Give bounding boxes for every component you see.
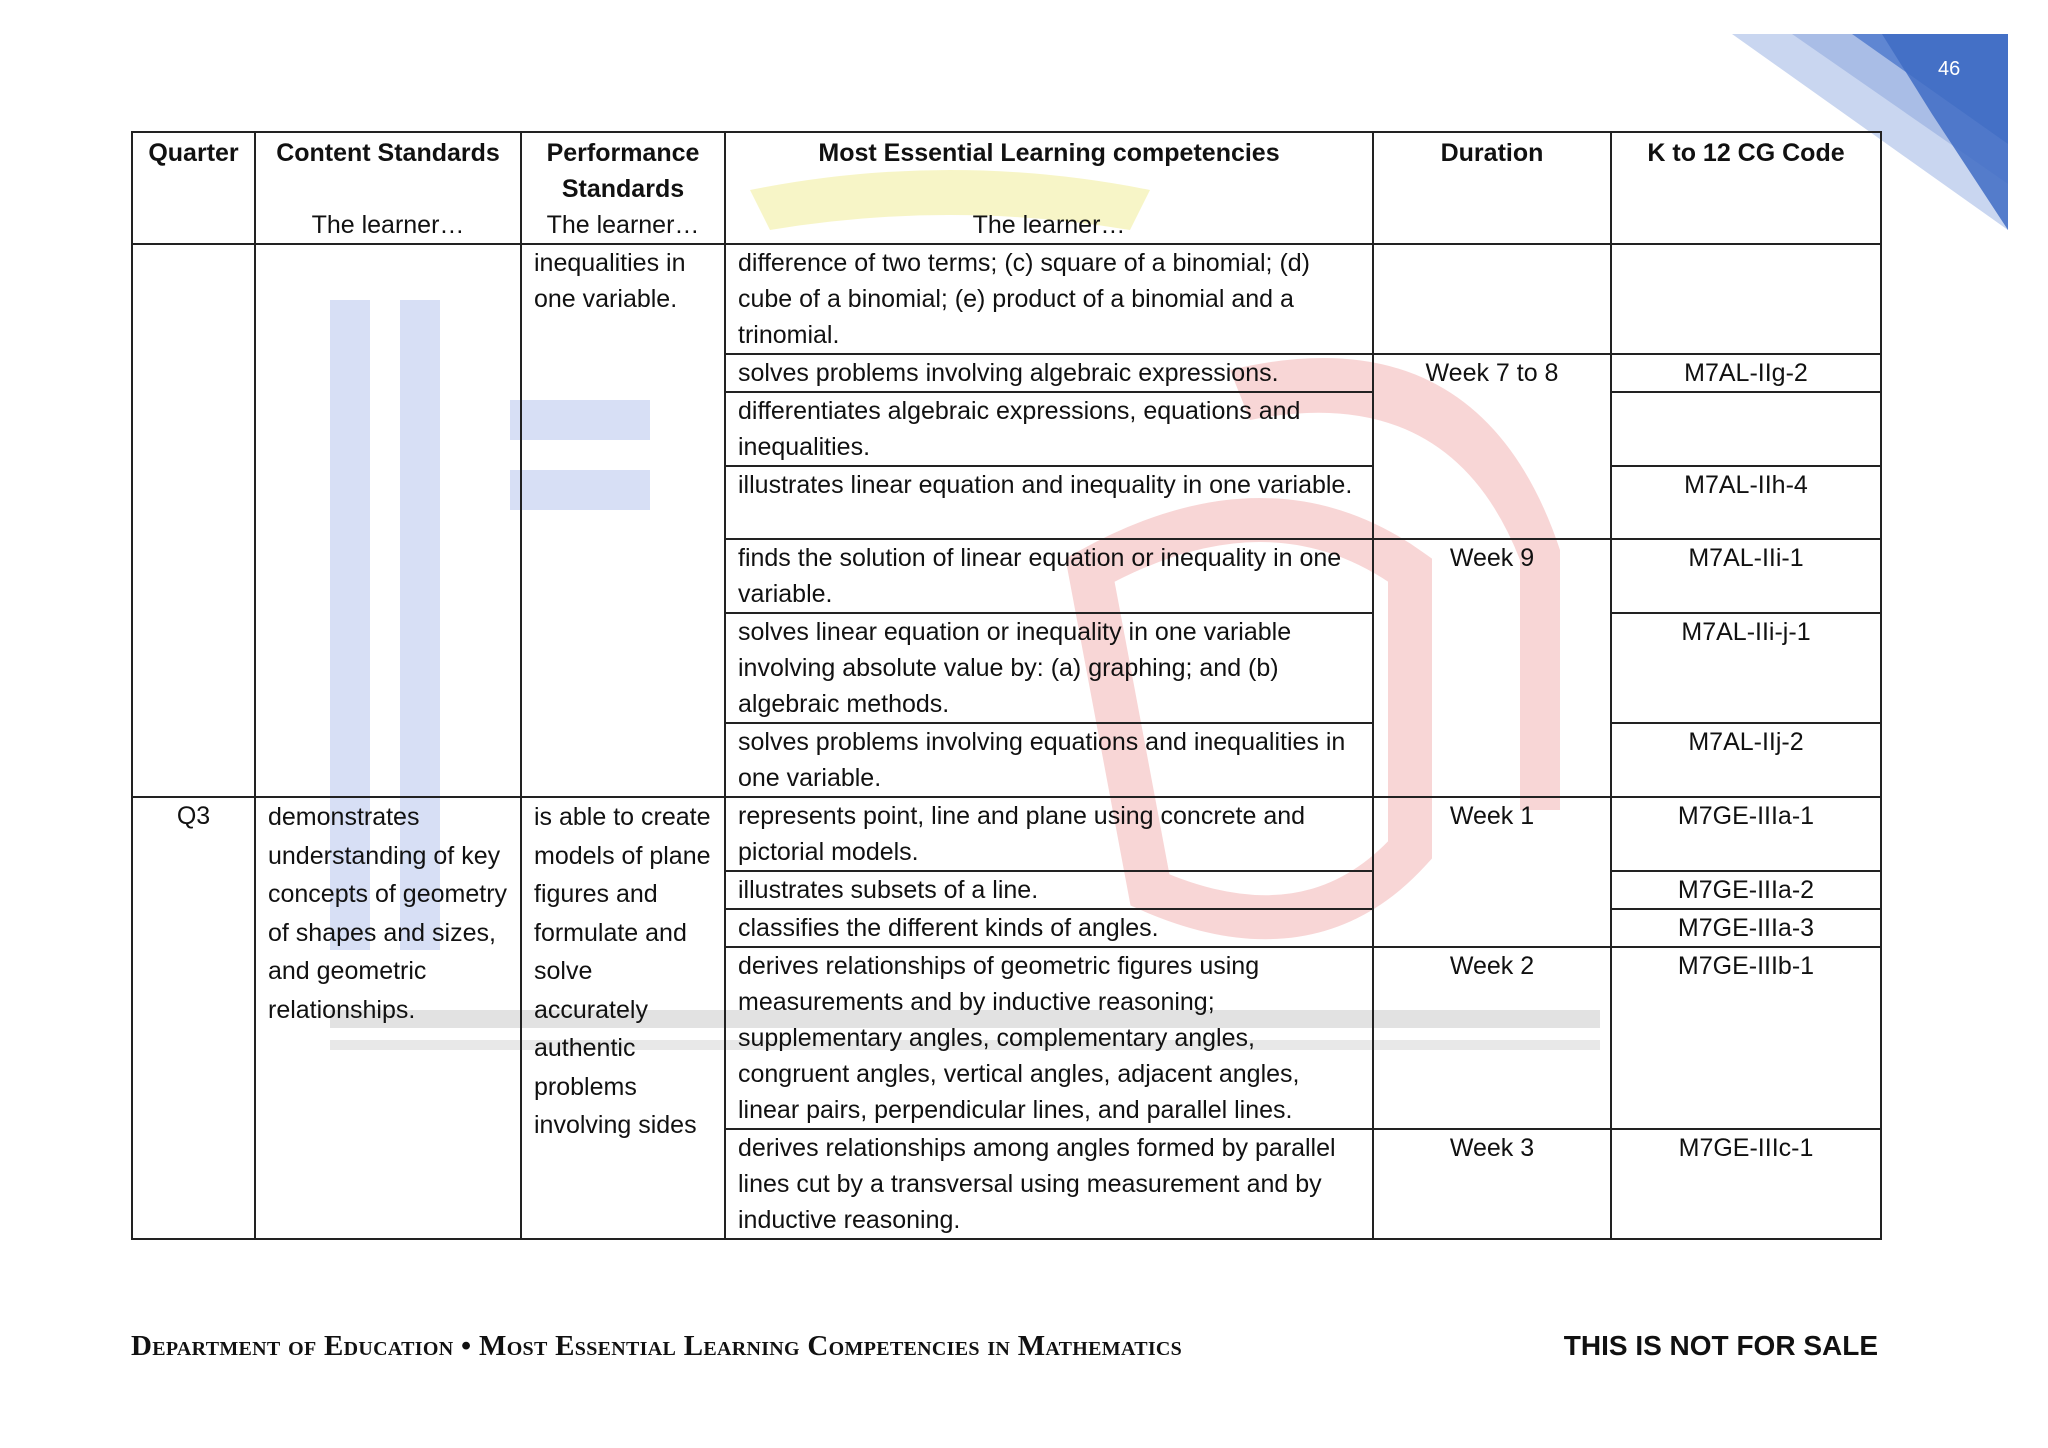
table-row xyxy=(132,244,1881,354)
page-number: 46 xyxy=(1938,58,1961,80)
q2-quarter-cell xyxy=(132,244,255,797)
header-melc-sub: The learner… xyxy=(972,211,1126,239)
header-row xyxy=(132,132,1881,244)
competency-cell: solves problems involving equations and inequalities in one variable. xyxy=(725,723,1373,797)
code-cell: M7GE-IIIb-1 xyxy=(1611,947,1881,1129)
code-cell xyxy=(1611,244,1881,354)
competency-cell: finds the solution of linear equation or inequality in one variable. xyxy=(725,539,1373,613)
header-performance-standards: Performance Standards The learner… xyxy=(521,132,725,244)
competency-cell: classifies the different kinds of angles. xyxy=(725,909,1373,947)
header-melc: Most Essential Learning competencies The learner… xyxy=(725,132,1373,244)
footer-not-for-sale: THIS IS NOT FOR SALE xyxy=(1563,1330,1878,1361)
table-row xyxy=(132,797,1881,871)
header-content-standards: Content Standards The learner… xyxy=(255,132,521,244)
competency-cell: difference of two terms; (c) square of a binomial; (d) cube of a binomial; (e) product of a binomial and a trinomial. xyxy=(725,244,1373,354)
code-cell: M7AL-IIi-1 xyxy=(1611,539,1881,613)
header-quarter: Quarter xyxy=(132,132,255,244)
code-cell: M7GE-IIIc-1 xyxy=(1611,1129,1881,1239)
footer-department: Department of Education • Most Essential Learning Competencies in Mathematics xyxy=(131,1330,1183,1362)
code-cell: M7AL-IIg-2 xyxy=(1611,354,1881,392)
code-cell: M7AL-IIi-j-1 xyxy=(1611,613,1881,723)
melc-table xyxy=(131,131,1882,1240)
duration-cell: Week 9 xyxy=(1373,539,1611,797)
duration-cell: Week 1 xyxy=(1373,797,1611,947)
competency-cell: solves linear equation or inequality in one variable involving absolute value by: (a) graphing; and (b) algebraic methods. xyxy=(725,613,1373,723)
header-duration: Duration xyxy=(1373,132,1611,244)
header-performance-sub: The learner… xyxy=(546,211,700,239)
duration-cell: Week 3 xyxy=(1373,1129,1611,1239)
q3-quarter-cell: Q3 xyxy=(132,797,255,1239)
q2-content-cell xyxy=(255,244,521,797)
competency-cell: illustrates linear equation and inequality in one variable. xyxy=(725,466,1373,539)
q3-content-cell: demonstrates understanding of key concepts of geometry of shapes and sizes, and geometric relationships. xyxy=(255,797,521,1239)
code-cell: M7GE-IIIa-1 xyxy=(1611,797,1881,871)
header-content-sub: The learner… xyxy=(311,211,465,239)
code-cell: M7AL-IIh-4 xyxy=(1611,466,1881,539)
header-cg-code: K to 12 CG Code xyxy=(1611,132,1881,244)
q3-performance-cell: is able to create models of plane figures and formulate and solve accurately authentic problems involving sides xyxy=(521,797,725,1239)
competency-cell: solves problems involving algebraic expressions. xyxy=(725,354,1373,392)
code-cell: M7GE-IIIa-2 xyxy=(1611,871,1881,909)
code-cell: M7AL-IIj-2 xyxy=(1611,723,1881,797)
duration-cell: Week 7 to 8 xyxy=(1373,354,1611,539)
competency-cell: derives relationships of geometric figures using measurements and by inductive reasoning; supplementary angles, complementary angles, congruent angles, vertical angles, adjacent angles, linear pairs, perpendicular lines, and parallel lines. xyxy=(725,947,1373,1129)
duration-cell xyxy=(1373,244,1611,354)
duration-cell: Week 2 xyxy=(1373,947,1611,1129)
code-cell: M7GE-IIIa-3 xyxy=(1611,909,1881,947)
competency-cell: illustrates subsets of a line. xyxy=(725,871,1373,909)
q2-performance-cell: inequalities in one variable. xyxy=(521,244,725,797)
competency-cell: derives relationships among angles formed by parallel lines cut by a transversal using measurement and by inductive reasoning. xyxy=(725,1129,1373,1239)
competency-cell: differentiates algebraic expressions, equations and inequalities. xyxy=(725,392,1373,466)
code-cell xyxy=(1611,392,1881,466)
competency-cell: represents point, line and plane using concrete and pictorial models. xyxy=(725,797,1373,871)
